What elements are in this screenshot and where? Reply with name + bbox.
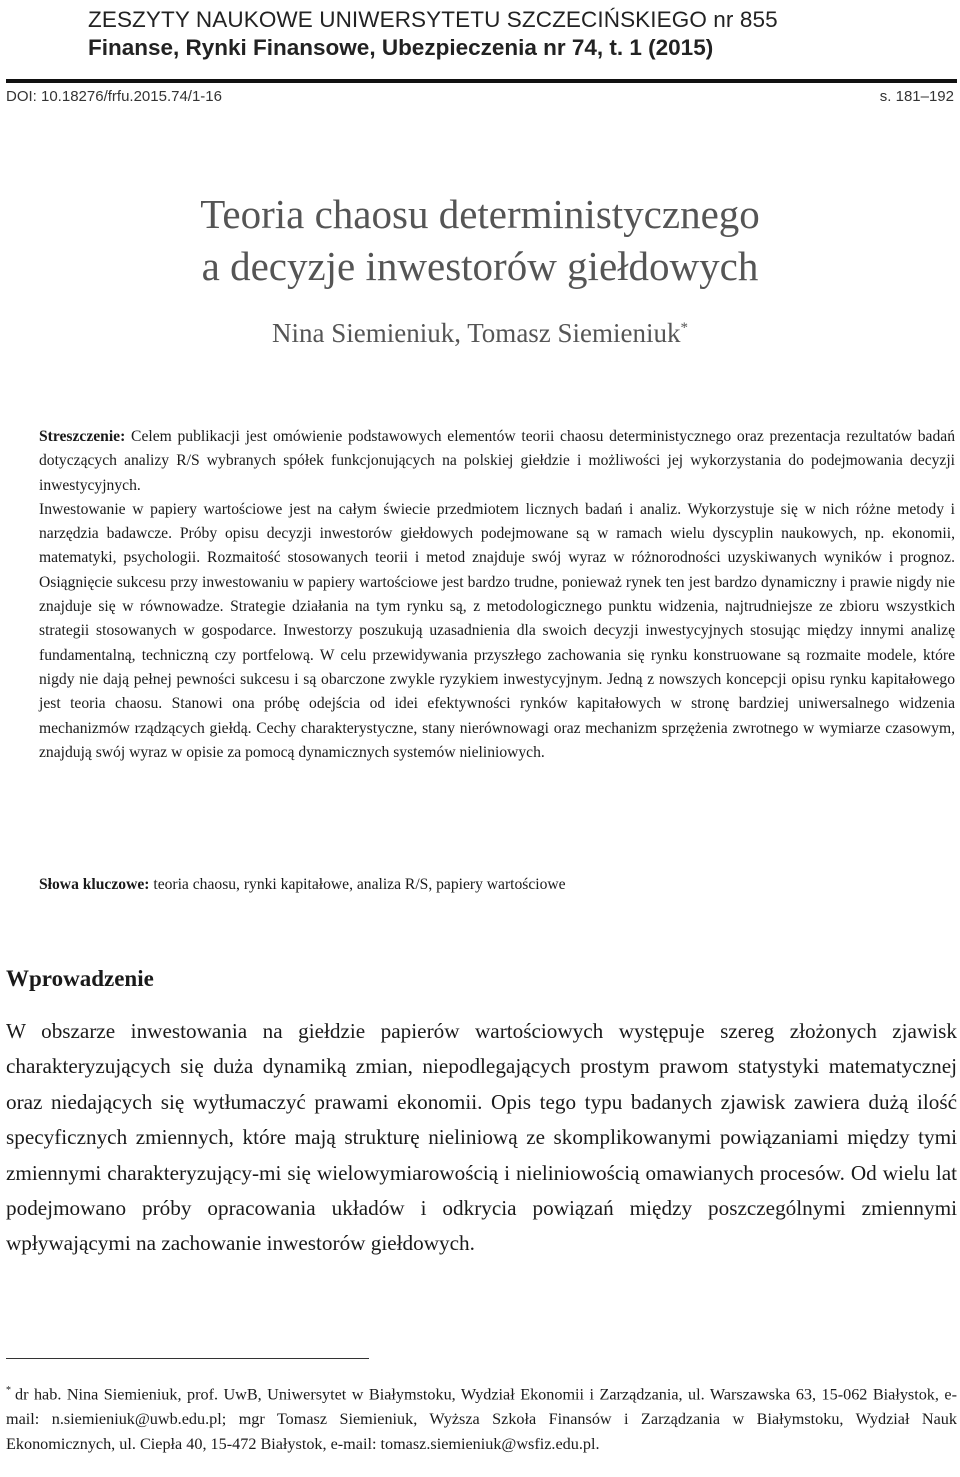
abstract bbox=[39, 425, 955, 765]
journal-header bbox=[88, 6, 938, 62]
keywords-label: Słowa kluczowe: bbox=[39, 876, 150, 893]
introduction-paragraph: W obszarze inwestowania na giełdzie papierów wartościowych występuje szereg złożonych zjawisk charakteryzujących się duża dynamiką zmian, niepodlegających prostym prawom statystyki matematycznej oraz niedających się wytłumaczyć prawami ekonomii. Opis tego typu badanych zjawisk zawiera dużą ilość specyficznych zmiennych, które mają strukturę nieliniową ze skomplikowanymi powiązaniami między tymi zmiennymi charakteryzujący-mi się wielowymiarowością i nieliniowością omawianych procesów. Od wielu lat podejmowano próby opracowania układów i odkrycia powiązań między poszczególnymi zmiennymi wpływającymi na zachowanie inwestorów giełdowych. bbox=[6, 1019, 957, 1256]
keywords bbox=[39, 873, 955, 897]
journal-series-title: ZESZYTY NAUKOWE UNIWERSYTETU SZCZECIŃSKIEGO nr 855 bbox=[88, 7, 778, 32]
title-line-1: Teoria chaosu deterministycznego bbox=[200, 191, 760, 237]
title-line-2: a decyzje inwestorów giełdowych bbox=[201, 243, 759, 289]
section-heading: Wprowadzenie bbox=[6, 966, 154, 991]
keywords-text: teoria chaosu, rynki kapitałowe, analiza R/S, papiery wartościowe bbox=[153, 876, 566, 893]
abstract-paragraph-2: Inwestowanie w papiery wartościowe jest na całym świecie przedmiotem licznych badań i analiz. Wykorzystuje się w nich różne metody i narzędzia badawcze. Próby opisu decyzji inwestorów giełdowych podejmowane są w ramach wielu dyscyplin naukowych, np. ekonomii, matematyki, psychologii. Rozmaitość stosowanych teorii i metod znajduje swój wyraz w różnorodności uzyskiwanych wyników i prognoz. Osiągnięcie sukcesu przy inwestowaniu w papiery wartościowe jest bardzo trudne, ponieważ rynek ten jest bardzo dynamiczny i prawie nigdy nie znajduje się w równowadze. Strategie działania na tym rynku są, z metodologicznego punktu widzenia, najtrudniejsze ze zbioru wszystkich strategii stosowanych w gospodarce. Inwestorzy poszukują uzasadnienia dla swoich decyzji inwestycyjnych stosując między innymi analizę fundamentalną, techniczną czy portfelową. W celu przewidywania przyszłego zachowania się rynku konstruowane są rozmaite modele, które nigdy nie dają pełnej pewności sukcesu i są obarczone zwykle ryzykiem inwestycyjnym. Jedną z nowszych koncepcji opisu rynku kapitałowego jest teoria chaosu. Stanowi ona próbę odejścia od idei efektywności rynków kapitałowych w stronę bardziej uniwersalnego widzenia mechanizmów rządzących giełdą. Cechy charakterystyczne, stany nierównowagi oraz mechanizm sprzężenia zwrotnego w wymiarze czasowym, znajdują swój wyraz w opisie za pomocą dynamicznych systemów nieliniowych. bbox=[39, 500, 955, 761]
header-divider bbox=[6, 79, 957, 83]
footnote bbox=[6, 1378, 957, 1457]
page-range: s. 181–192 bbox=[879, 88, 954, 105]
article-title bbox=[0, 188, 960, 292]
footnote-marker: * bbox=[6, 1385, 11, 1396]
footnote-text: dr hab. Nina Siemieniuk, prof. UwB, Uniwersytet w Białymstoku, Wydział Ekonomii i Zarządzania, ul. Warszawska 63, 15-062 Białystok, e-mail: n.siemieniuk@uwb.edu.pl; mgr Tomasz Siemieniuk, Wyższa Szkoła Finansów i Zarządzania w Białymstoku, Wydział Nauk Ekonomicznych, ul. Ciepła 40, 15-472 Białystok, e-mail: tomasz.siemieniuk@wsfiz.edu.pl. bbox=[6, 1385, 957, 1454]
author-names: Nina Siemieniuk, Tomasz Siemieniuk bbox=[271, 318, 681, 348]
author-footnote-marker: * bbox=[680, 320, 689, 336]
footnote-divider bbox=[6, 1358, 369, 1359]
authors bbox=[0, 318, 960, 349]
abstract-paragraph-1 bbox=[39, 425, 955, 498]
abstract-label: Streszczenie: bbox=[39, 428, 126, 445]
journal-issue-title: Finanse, Rynki Finansowe, Ubezpieczenia nr 74, t. 1 (2015) bbox=[88, 35, 714, 60]
doi-text: DOI: 10.18276/frfu.2015.74/1-16 bbox=[6, 88, 222, 105]
abstract-text-1: Celem publikacji jest omówienie podstawowych elementów teorii chaosu deterministycznego oraz prezentacja rezultatów badań dotyczących analizy R/S wybranych spółek funkcjonujących na polskiej giełdzie i możliwości jej wykorzystania do podejmowania decyzji inwestycyjnych. bbox=[39, 428, 955, 494]
